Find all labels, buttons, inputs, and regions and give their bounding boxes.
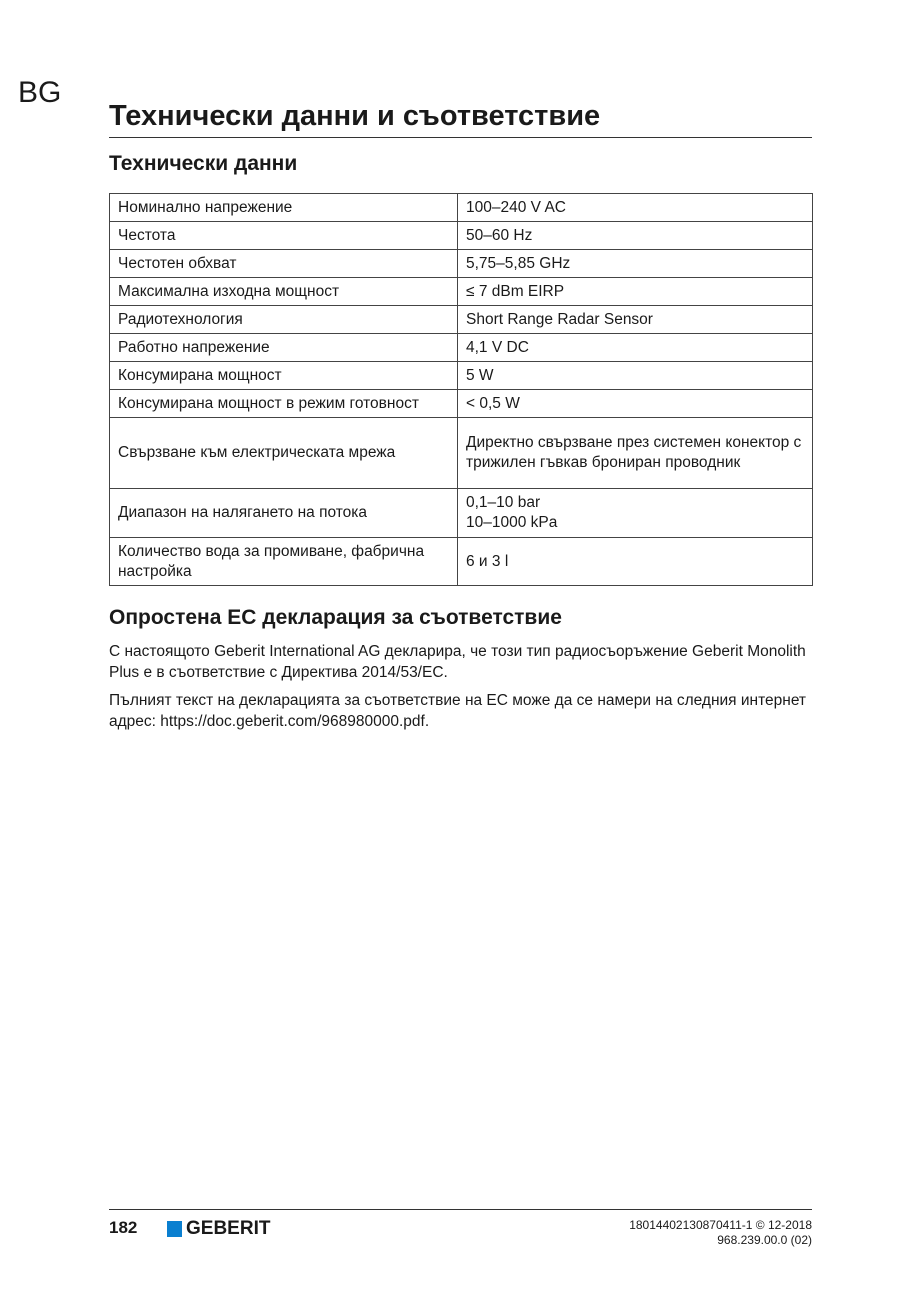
reference-line-2: 968.239.00.0 (02) (717, 1233, 812, 1247)
row-value (458, 250, 813, 278)
logo-text: GEBERIT (186, 1218, 271, 1239)
page-number: 182 (109, 1218, 138, 1237)
row-label: Радиотехнология (110, 306, 458, 334)
row-value-line: ≤ 7 dBm EIRP (466, 282, 565, 300)
table-row (110, 194, 813, 222)
table-row (110, 362, 813, 390)
row-value (458, 362, 813, 390)
row-value (458, 489, 813, 538)
row-value-line: < 0,5 W (466, 394, 520, 412)
row-value (458, 390, 813, 418)
reference-line-1: 18014402130870411-1 © 12-2018 (629, 1218, 812, 1232)
table-row (110, 222, 813, 250)
ec-paragraph-1: С настоящото Geberit International AG декларира, че този тип радиосъоръжение Geberit Monolith Plus е в съответствие с Директива 2014/53/EC. (109, 643, 806, 681)
row-value-line: 0,1–10 bar (466, 494, 541, 511)
row-value (458, 194, 813, 222)
row-value-line: 50–60 Hz (466, 226, 533, 244)
tech-data-table (109, 193, 813, 586)
row-value (458, 538, 813, 586)
table-row (110, 538, 813, 586)
row-value-line: 6 и 3 l (466, 552, 509, 570)
row-label: Свързване към електрическата мрежа (110, 418, 458, 489)
table-row (110, 489, 813, 538)
row-value-line: 10–1000 kPa (466, 514, 558, 531)
table-row (110, 306, 813, 334)
row-value (458, 334, 813, 362)
row-value-line: Short Range Radar Sensor (466, 310, 653, 328)
geberit-logo (167, 1218, 270, 1240)
row-value-line: 4,1 V DC (466, 338, 529, 356)
row-label: Максимална изходна мощност (110, 278, 458, 306)
row-label: Консумирана мощност в режим готовност (110, 390, 458, 418)
table-row (110, 334, 813, 362)
row-value-line: 5 W (466, 366, 494, 384)
table-row (110, 418, 813, 489)
row-value (458, 222, 813, 250)
row-label: Номинално напрежение (110, 194, 458, 222)
table-row (110, 250, 813, 278)
row-value (458, 306, 813, 334)
row-value-line: 100–240 V AC (466, 198, 566, 216)
title-divider (109, 137, 812, 138)
row-value-line: 5,75–5,85 GHz (466, 254, 571, 272)
row-label: Количество вода за промиване, фабрична настройка (110, 538, 458, 586)
document-reference (629, 1218, 812, 1248)
row-label: Честота (110, 222, 458, 250)
ec-paragraph-2: Пълният текст на декларацията за съответствие на ЕС може да се намери на следния интернет адрес: https://doc.geberit.com/968980000.pdf. (109, 692, 807, 730)
row-value-line: Директно свързване през системен конектор с трижилен гъвкав брониран проводник (466, 434, 802, 471)
tech-data-heading: Технически данни (109, 152, 298, 175)
row-value (458, 418, 813, 489)
row-label: Диапазон на налягането на потока (110, 489, 458, 538)
table-row (110, 390, 813, 418)
row-label: Консумирана мощност (110, 362, 458, 390)
row-value (458, 278, 813, 306)
logo-square-icon (167, 1221, 182, 1237)
row-label: Честотен обхват (110, 250, 458, 278)
ec-declaration-heading: Опростена ЕС декларация за съответствие (109, 606, 562, 629)
table-row (110, 278, 813, 306)
row-label: Работно напрежение (110, 334, 458, 362)
language-code: BG (18, 76, 62, 109)
page-title: Технически данни и съответствие (109, 100, 601, 132)
footer-divider (109, 1209, 812, 1210)
